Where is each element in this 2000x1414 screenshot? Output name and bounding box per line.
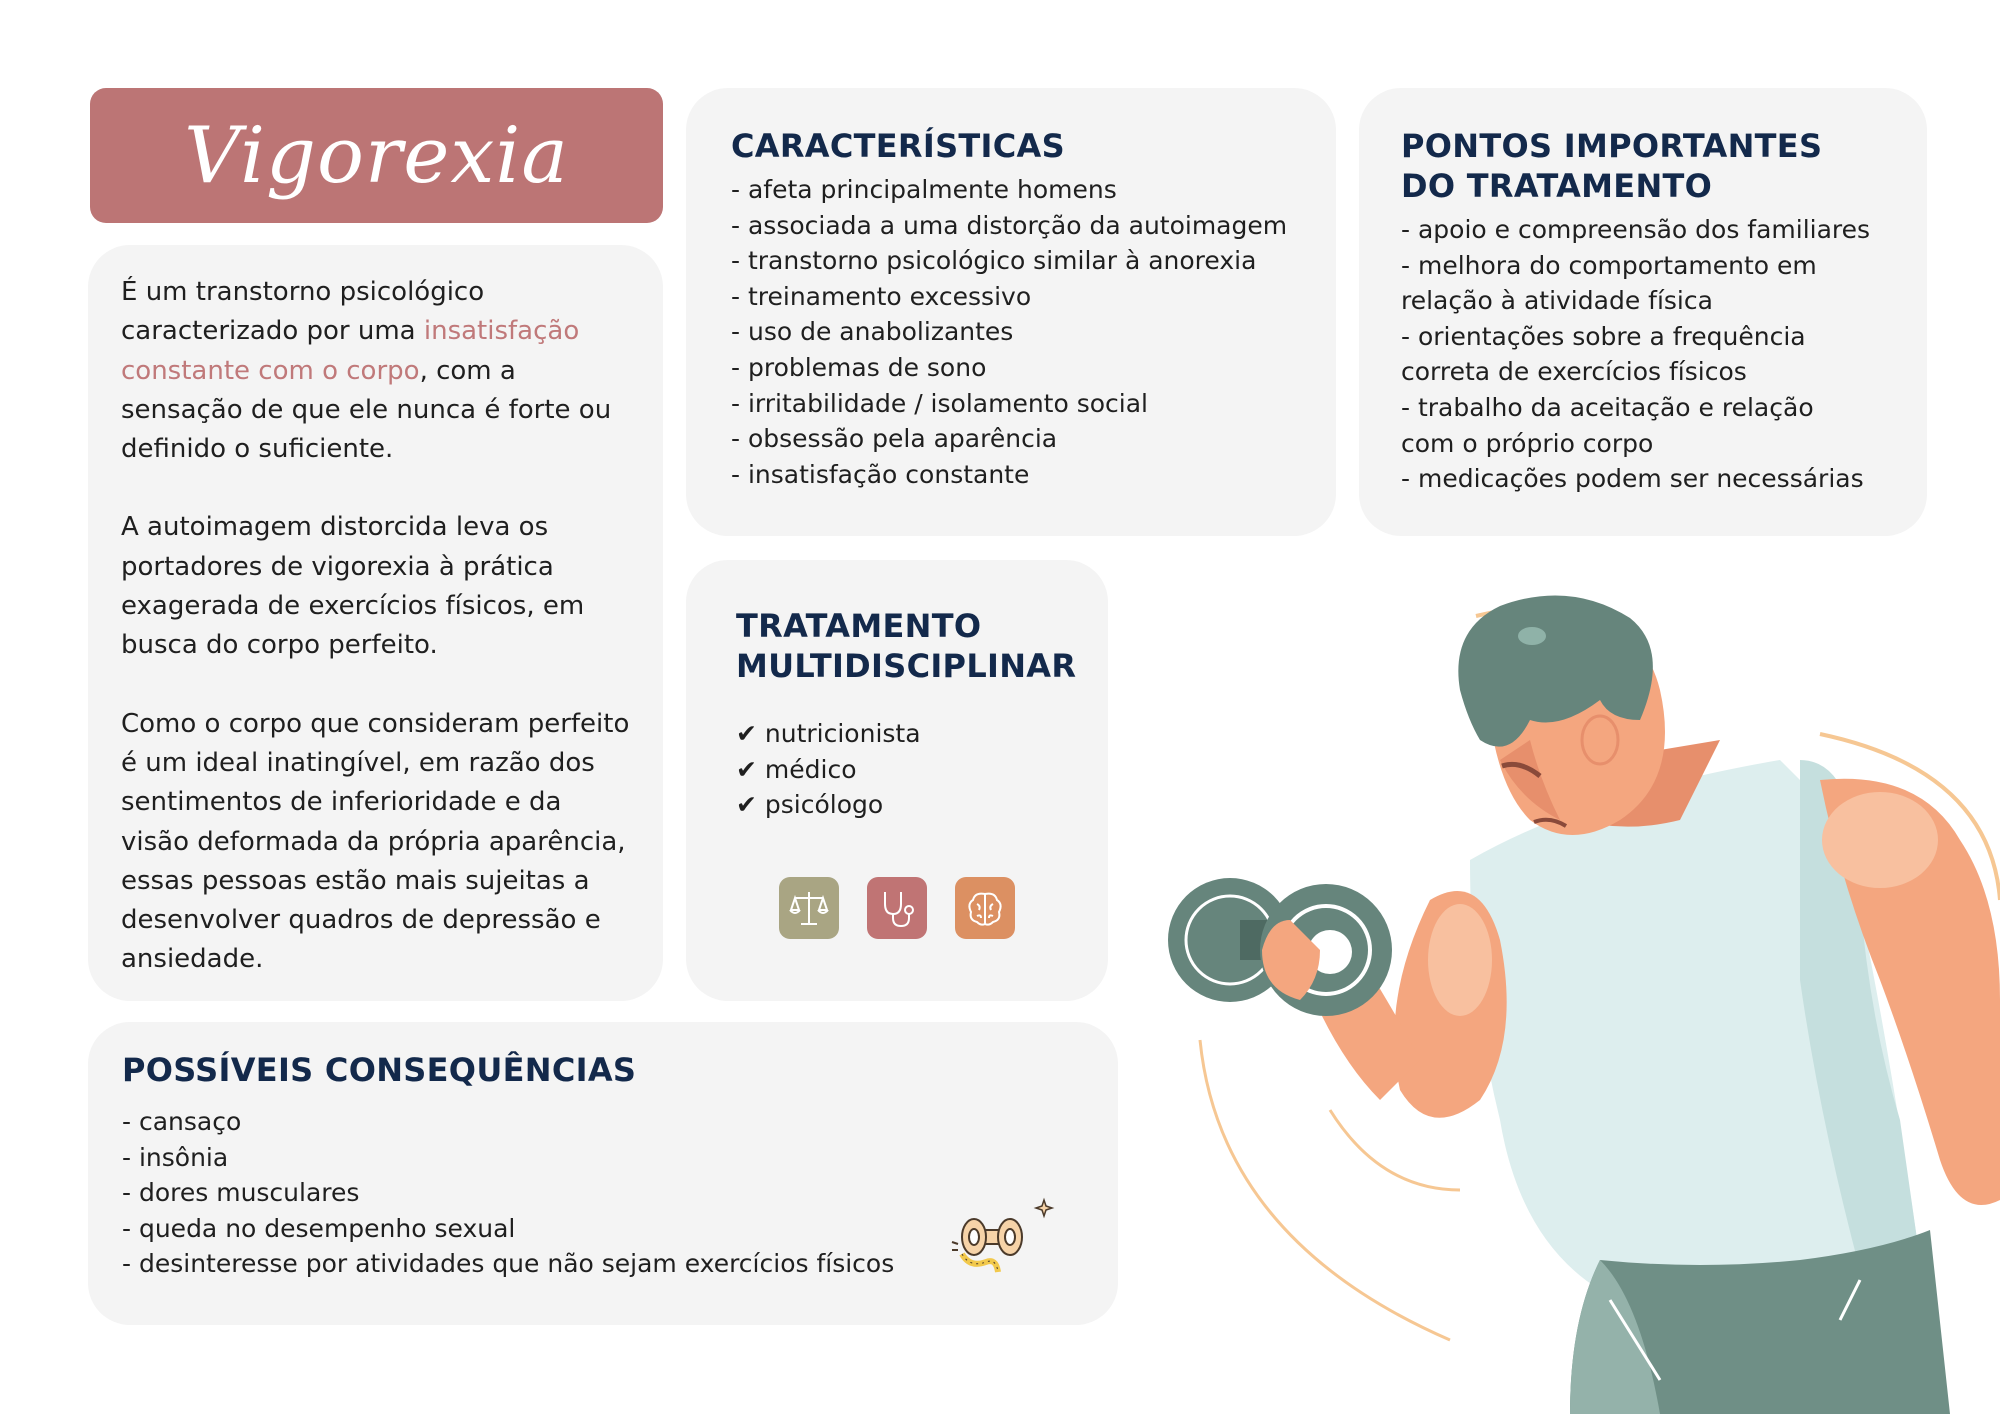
pontos-list — [1401, 212, 1897, 497]
caracteristicas-card — [686, 88, 1336, 536]
page-title: Vigorexia — [184, 110, 569, 201]
tratamento-icons — [779, 877, 1015, 939]
list-item: relação à atividade física — [1401, 286, 1713, 316]
list-item: - obsessão pela aparência — [731, 424, 1058, 454]
list-item: ✔ médico — [736, 754, 857, 784]
list-item: - trabalho da aceitação e relação — [1401, 392, 1814, 422]
intro-card — [88, 245, 663, 1001]
list-item: - uso de anabolizantes — [731, 317, 1014, 347]
dumbbell-tape-icon — [948, 1192, 1058, 1302]
list-item: ✔ psicólogo — [736, 790, 884, 820]
caracteristicas-heading: CARACTERÍSTICAS — [731, 127, 1065, 165]
pontos-heading — [1401, 126, 1897, 206]
list-item: com o próprio corpo — [1401, 428, 1654, 458]
intro-paragraph-2: A autoimagem distorcida leva os portadores de vigorexia à prática exagerada de exercícios físicos, em busca do corpo perfeito. — [121, 512, 585, 661]
intro-highlight: insatisfação constante com o corpo — [121, 316, 580, 386]
tratamento-list — [736, 716, 1078, 823]
intro-paragraph-1 — [121, 273, 631, 469]
list-item: - problemas de sono — [731, 352, 987, 382]
list-item: - treinamento excessivo — [731, 281, 1032, 311]
brain-icon — [955, 877, 1015, 939]
consequencias-card — [88, 1022, 1118, 1325]
intro-paragraph-3: Como o corpo que consideram perfeito é um ideal inatingível, em razão dos sentimentos de inferioridade e da visão deformada da própria aparência, essas pessoas estão mais sujeitas a desenvolver quadros de depressão e ansiedade. — [121, 708, 630, 975]
tratamento-heading-line2: MULTIDISCIPLINAR — [736, 647, 1077, 685]
intro-text: , com a sensação de que ele nunca é forte ou definido o suficiente. — [121, 355, 612, 465]
man-lifting-dumbbell-illustration — [1140, 544, 2000, 1414]
list-item: - insônia — [122, 1142, 229, 1172]
list-item: - desinteresse por atividades que não sejam exercícios físicos — [122, 1249, 895, 1279]
scale-icon — [779, 877, 839, 939]
list-item: - insatisfação constante — [731, 459, 1030, 489]
list-item: - queda no desempenho sexual — [122, 1213, 516, 1243]
stethoscope-icon — [867, 877, 927, 939]
tratamento-heading — [736, 606, 1078, 686]
caracteristicas-list — [731, 172, 1306, 492]
list-item: - dores musculares — [122, 1178, 360, 1208]
pontos-heading-line2: DO TRATAMENTO — [1401, 167, 1713, 205]
list-item: - irritabilidade / isolamento social — [731, 388, 1148, 418]
tratamento-card — [686, 560, 1108, 1001]
title-banner — [90, 88, 663, 223]
tratamento-heading-line1: TRATAMENTO — [736, 607, 982, 645]
list-item: - transtorno psicológico similar à anorexia — [731, 246, 1257, 276]
list-item: - associada a uma distorção da autoimagem — [731, 210, 1288, 240]
consequencias-heading: POSSÍVEIS CONSEQUÊNCIAS — [122, 1051, 637, 1089]
list-item: - melhora do comportamento em — [1401, 250, 1817, 280]
pontos-card — [1359, 88, 1927, 536]
list-item: - orientações sobre a frequência — [1401, 321, 1806, 351]
list-item: - medicações podem ser necessárias — [1401, 464, 1864, 494]
list-item: correta de exercícios físicos — [1401, 357, 1747, 387]
list-item: - cansaço — [122, 1107, 242, 1136]
pontos-heading-line1: PONTOS IMPORTANTES — [1401, 127, 1823, 165]
list-item: - apoio e compreensão dos familiares — [1401, 215, 1871, 244]
consequencias-list — [122, 1104, 1088, 1282]
list-item: ✔ nutricionista — [736, 719, 921, 748]
intro-text: É um transtorno psicológico caracterizado por uma — [121, 277, 485, 347]
list-item: - afeta principalmente homens — [731, 175, 1117, 204]
